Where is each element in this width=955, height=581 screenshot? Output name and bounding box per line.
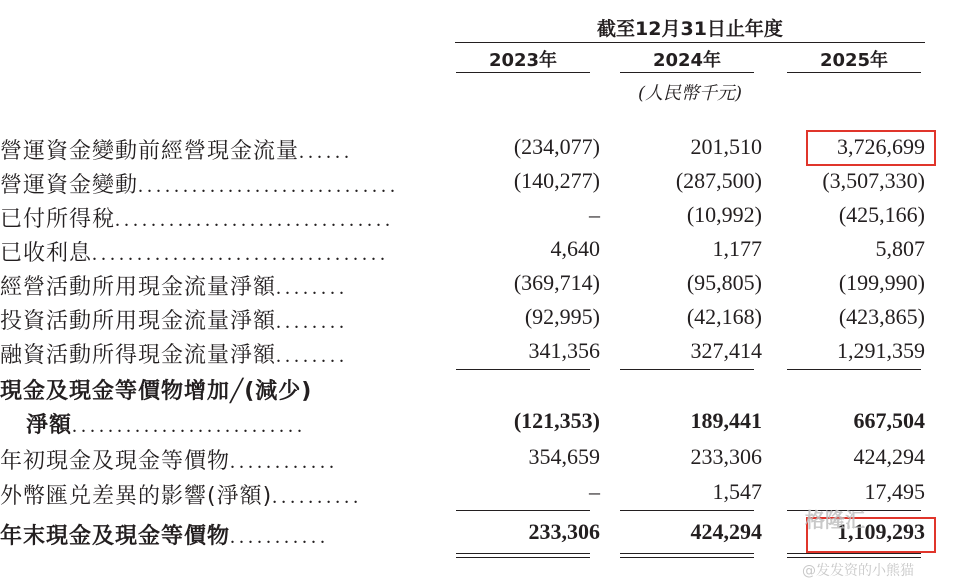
cell-2023: (92,995) (524, 304, 600, 329)
cell-2023: 341,356 (528, 338, 600, 363)
cell-2025: 17,495 (864, 479, 925, 504)
year-header-2024: 2024年 (652, 50, 722, 71)
cell-2025: (3,507,330) (822, 168, 925, 193)
year-header-2025: 2025年 (819, 50, 889, 71)
cell-2025: (199,990) (838, 270, 925, 295)
table-row (0, 444, 955, 478)
period-underline (455, 42, 925, 43)
cell-2024: 201,510 (690, 134, 762, 159)
year-underline-2024 (620, 72, 754, 73)
row-label: 年初現金及現金等價物............ (0, 449, 339, 474)
cell-2024: 233,306 (690, 444, 762, 469)
highlight-box (806, 130, 936, 166)
total-top-rule-2024 (620, 510, 754, 511)
cell-2023: (369,714) (513, 270, 600, 295)
total-double-rule-2023 (456, 553, 590, 554)
row-label: 年末現金及現金等價物........... (0, 524, 330, 549)
table-row (0, 236, 955, 270)
cell-2024: (42,168) (686, 304, 762, 329)
year-underline-2025 (787, 72, 921, 73)
cell-2025: 5,807 (875, 236, 925, 261)
total-double-rule-2023 (456, 557, 590, 558)
subtotal-rule-2025 (787, 369, 921, 370)
cell-2025: 1,109,293 (837, 519, 925, 544)
total-double-rule-2024 (620, 557, 754, 558)
year-underline-2023 (456, 72, 590, 73)
cell-2025: (425,166) (838, 202, 925, 227)
table-row (0, 304, 955, 338)
row-label: 現金及現金等價物增加╱(減少) (0, 379, 313, 404)
watermark-text: @发发资的小熊猫 (802, 563, 914, 579)
subtotal-rule-2023 (456, 369, 590, 370)
cell-2023: (234,077) (513, 134, 600, 159)
table-row (0, 168, 955, 202)
cell-2024: 1,177 (712, 236, 762, 261)
row-label: 外幣匯兑差異的影響(淨額).......... (0, 484, 363, 509)
cell-2024: 424,294 (690, 519, 762, 544)
cell-2025: 1,291,359 (837, 338, 925, 363)
cell-2023: – (589, 479, 600, 504)
watermark-logo: 格隆汇 (805, 508, 865, 532)
table-row (0, 408, 955, 442)
cell-2023: (121,353) (513, 408, 600, 433)
total-double-rule-2025 (787, 553, 921, 554)
row-label: 融資活動所得現金流量淨額........ (0, 343, 349, 368)
subtotal-rule-2024 (620, 369, 754, 370)
row-label: 已收利息................................. (0, 241, 390, 266)
table-row-heading (0, 374, 955, 408)
row-label: 淨額.......................... (26, 413, 307, 438)
cell-2024: (287,500) (675, 168, 762, 193)
cell-2025: 424,294 (853, 444, 925, 469)
cell-2025: (423,865) (838, 304, 925, 329)
cell-2023: 354,659 (528, 444, 600, 469)
year-header-2023: 2023年 (488, 50, 558, 71)
cell-2024: 1,547 (712, 479, 762, 504)
table-row (0, 202, 955, 236)
period-header: 截至12月31日止年度 (597, 18, 783, 40)
cell-2025: 3,726,699 (837, 134, 925, 159)
cell-2023: 233,306 (528, 519, 600, 544)
cell-2023: – (589, 202, 600, 227)
cell-2024: (95,805) (686, 270, 762, 295)
row-label: 已付所得稅............................... (0, 207, 395, 232)
cell-2024: 189,441 (690, 408, 762, 433)
total-top-rule-2023 (456, 510, 590, 511)
row-label: 經營活動所用現金流量淨額........ (0, 275, 349, 300)
row-label: 營運資金變動............................. (0, 173, 400, 198)
total-double-rule-2025 (787, 557, 921, 558)
cell-2023: 4,640 (550, 236, 600, 261)
table-row (0, 270, 955, 304)
total-double-rule-2024 (620, 553, 754, 554)
cell-2025: 667,504 (853, 408, 925, 433)
table-row (0, 338, 955, 372)
row-label: 投資活動所用現金流量淨額........ (0, 309, 349, 334)
cell-2024: (10,992) (686, 202, 762, 227)
cell-2023: (140,277) (513, 168, 600, 193)
cell-2024: 327,414 (690, 338, 762, 363)
unit-label: (人民幣千元) (637, 83, 743, 104)
row-label: 營運資金變動前經營現金流量...... (0, 139, 354, 164)
